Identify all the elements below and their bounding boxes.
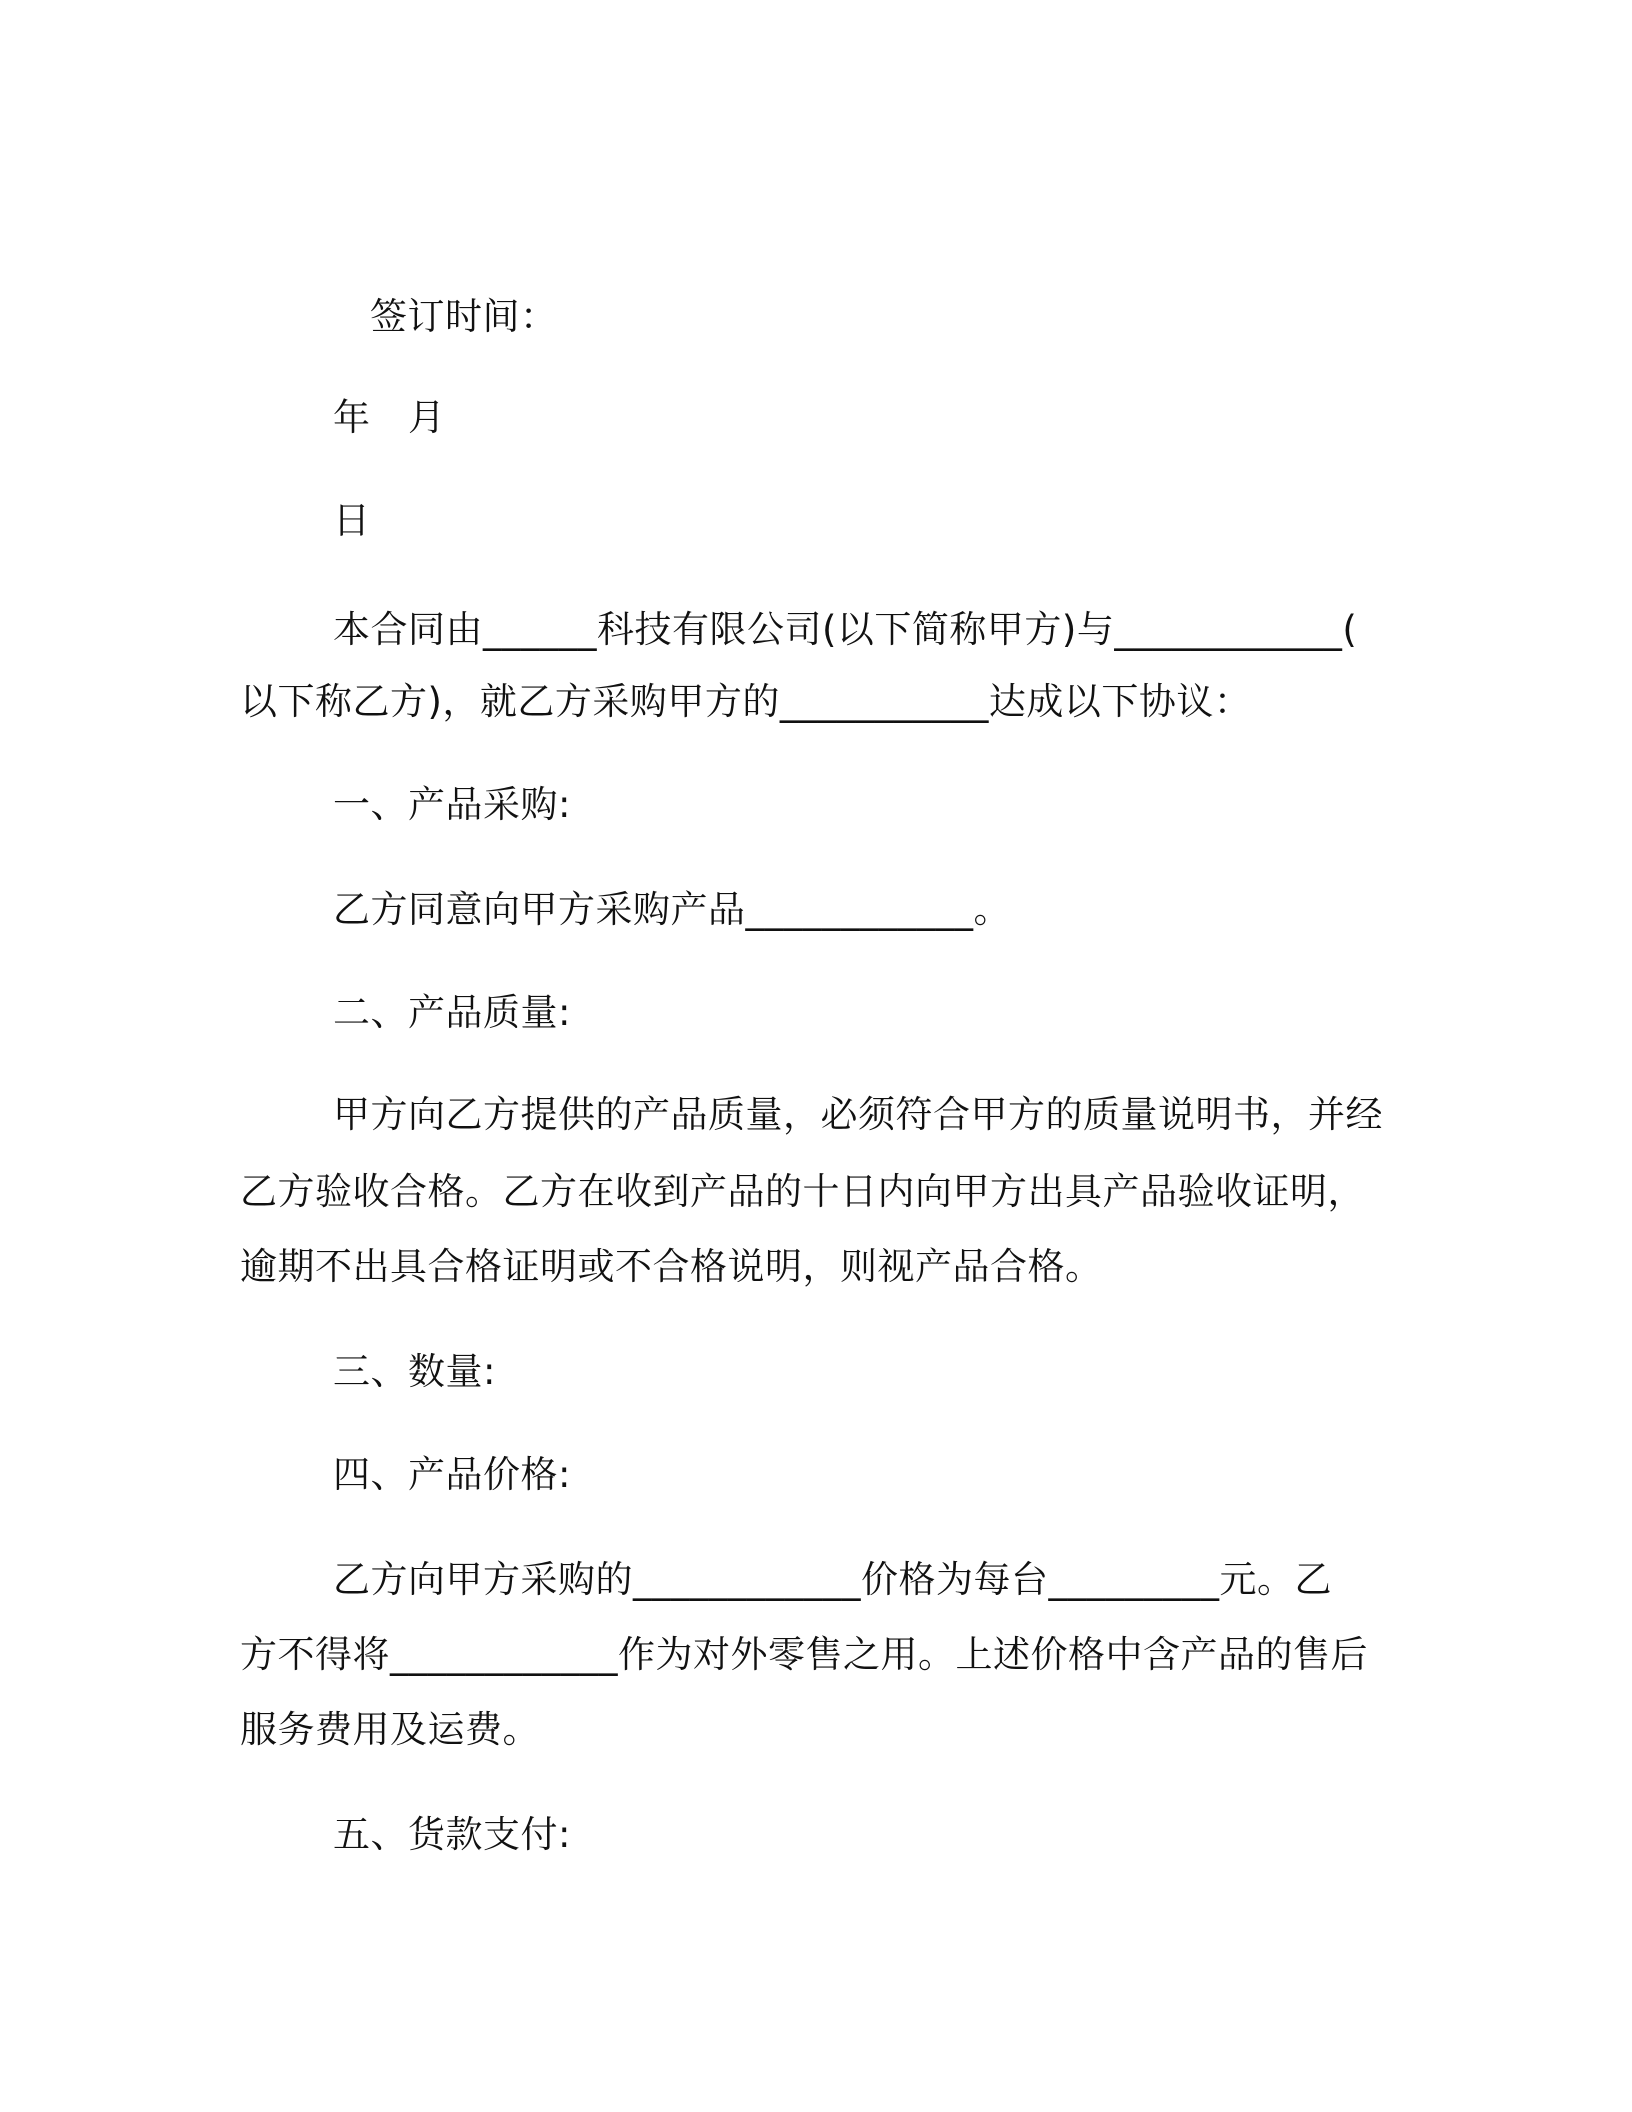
- section-4-line-3: 服务费用及运费。: [240, 1708, 540, 1751]
- section-5-heading: 五、货款支付:: [333, 1813, 571, 1856]
- intro-line-2: 以下称乙方)，就乙方采购甲方的___________达成以下协议：: [240, 680, 1252, 723]
- section-2-line-2: 乙方验收合格。乙方在收到产品的十日内向甲方出具产品验收证明，: [240, 1170, 1365, 1213]
- section-2-line-1: 甲方向乙方提供的产品质量，必须符合甲方的质量说明书，并经: [333, 1093, 1383, 1136]
- section-4-heading: 四、产品价格:: [333, 1453, 571, 1496]
- section-4-line-2: 方不得将____________作为对外零售之用。上述价格中含产品的售后: [240, 1633, 1368, 1676]
- section-4-line-1: 乙方向甲方采购的____________价格为每台_________元。乙: [333, 1558, 1332, 1601]
- section-2-line-3: 逾期不出具合格证明或不合格说明，则视产品合格。: [240, 1245, 1103, 1288]
- signing-time-label: 签订时间：: [370, 295, 558, 338]
- section-2-heading: 二、产品质量:: [333, 991, 571, 1034]
- section-3-heading: 三、数量:: [333, 1350, 496, 1393]
- intro-line-1: 本合同由______科技有限公司(以下简称甲方)与____________(: [333, 608, 1358, 651]
- section-1-body: 乙方同意向甲方采购产品____________。: [333, 888, 1011, 931]
- date-day: 日: [333, 499, 371, 542]
- section-1-heading: 一、产品采购:: [333, 783, 571, 826]
- date-year-month: 年 月: [333, 396, 446, 439]
